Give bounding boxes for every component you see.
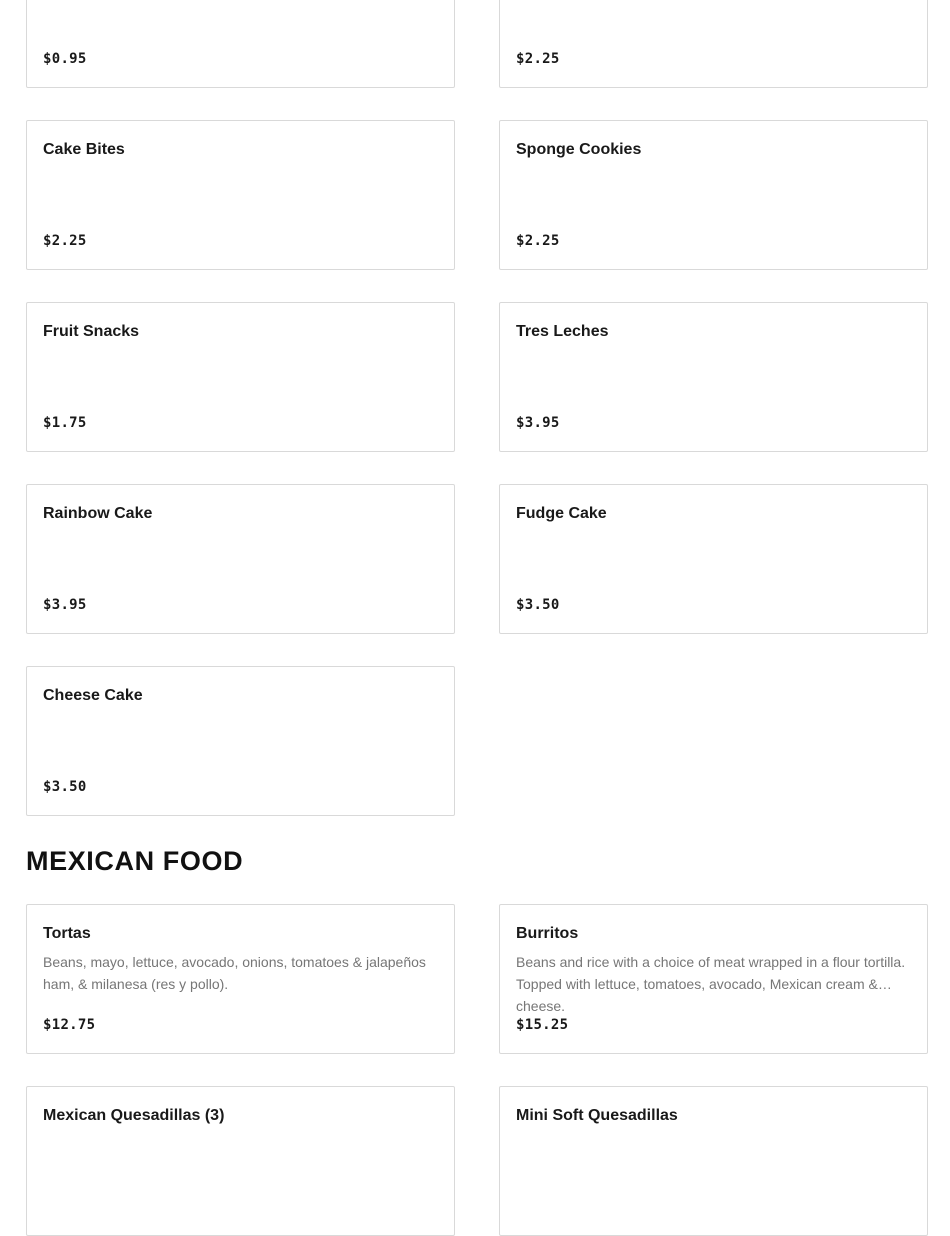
item-price: $3.50 — [516, 597, 560, 613]
item-price: $12.75 — [43, 1017, 96, 1033]
menu-item-card[interactable] — [26, 120, 455, 270]
item-name: Tortas — [43, 925, 91, 942]
item-name: Fudge Cake — [516, 505, 607, 522]
item-name: Tres Leches — [516, 323, 609, 340]
menu-item-card[interactable] — [26, 302, 455, 452]
item-name: Mini Soft Quesadillas — [516, 1107, 678, 1124]
section-title-mexican-food: MEXICAN FOOD — [26, 846, 244, 876]
item-price: $0.95 — [43, 51, 87, 67]
item-price: $1.75 — [43, 415, 87, 431]
menu-item-card[interactable] — [499, 120, 928, 270]
item-price: $2.25 — [516, 233, 560, 249]
item-name: Sponge Cookies — [516, 141, 642, 158]
menu-item-card[interactable] — [499, 302, 928, 452]
item-name: Cheese Cake — [43, 687, 143, 704]
menu-item-card[interactable] — [499, 0, 928, 88]
item-description: Beans, mayo, lettuce, avocado, onions, tomatoes & jalapeños ham, & milanesa (res y pollo). — [43, 954, 426, 992]
item-price: $2.25 — [43, 233, 87, 249]
menu-item-card[interactable] — [499, 484, 928, 634]
menu-item-card[interactable] — [26, 0, 455, 88]
menu-item-card[interactable] — [499, 904, 928, 1054]
item-name: Fruit Snacks — [43, 323, 140, 340]
menu-item-card[interactable] — [26, 484, 455, 634]
item-price: $3.95 — [43, 597, 87, 613]
item-description: Beans and rice with a choice of meat wrapped in a flour tortilla. Topped with lettuce, tomatoes, avocado, Mexican cream & cheese. — [516, 954, 906, 1014]
menu-item-card[interactable] — [26, 666, 455, 816]
item-name: Burritos — [516, 925, 579, 942]
item-price: $3.50 — [43, 779, 87, 795]
menu-item-card[interactable] — [26, 904, 455, 1054]
menu-item-card[interactable] — [499, 1086, 928, 1236]
item-price: $15.25 — [516, 1017, 569, 1033]
item-name: Cake Bites — [43, 141, 125, 158]
menu-item-card[interactable] — [26, 1086, 455, 1236]
item-price: $3.95 — [516, 415, 560, 431]
item-name: Mexican Quesadillas (3) — [43, 1107, 225, 1124]
item-price: $2.25 — [516, 51, 560, 67]
item-name: Rainbow Cake — [43, 505, 153, 522]
